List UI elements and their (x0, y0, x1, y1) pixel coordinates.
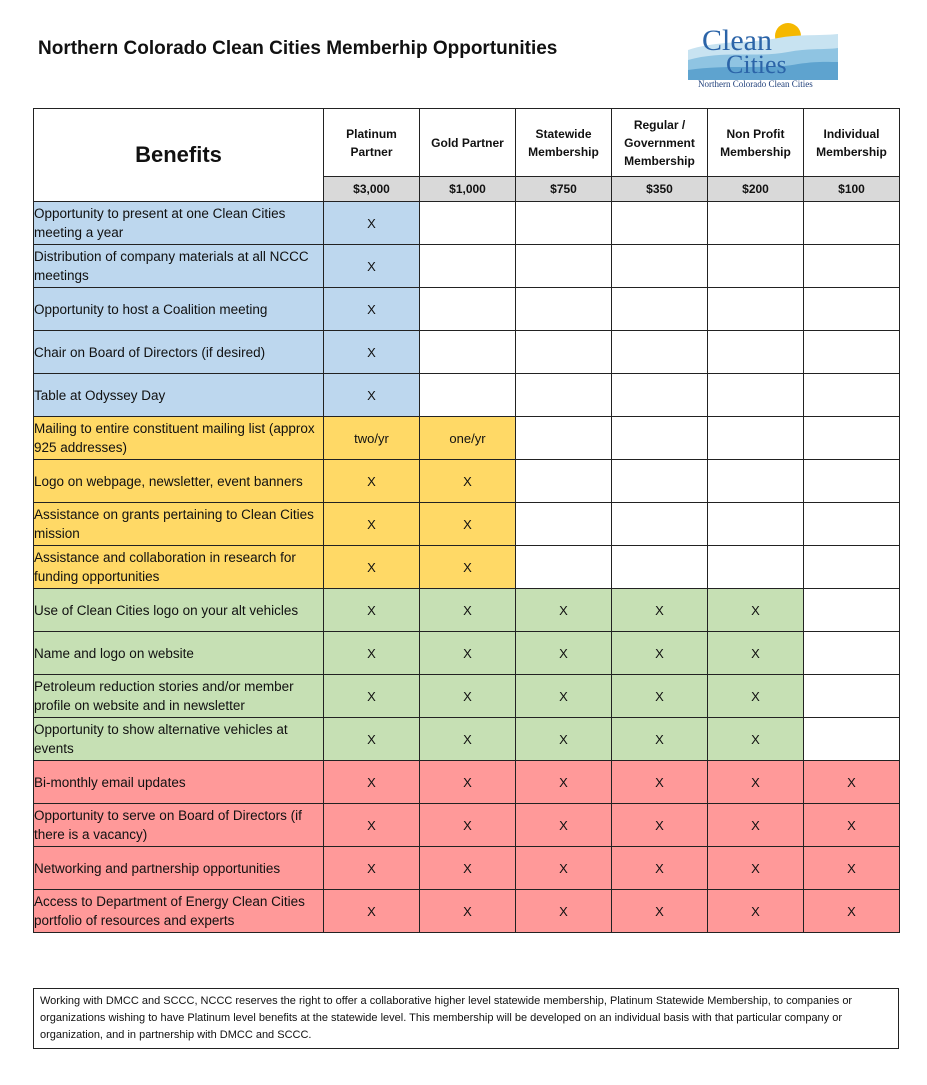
benefit-cell: X (324, 245, 420, 288)
benefit-cell: X (516, 589, 612, 632)
benefit-cell: X (708, 589, 804, 632)
benefit-label: Chair on Board of Directors (if desired) (34, 331, 324, 374)
benefit-cell (708, 245, 804, 288)
benefit-cell (516, 245, 612, 288)
price-cell: $750 (516, 177, 612, 202)
benefit-cell: X (516, 847, 612, 890)
benefit-cell: X (708, 718, 804, 761)
benefit-label: Distribution of company materials at all NCCC meetings (34, 245, 324, 288)
table-row (34, 761, 900, 804)
benefit-cell: X (420, 847, 516, 890)
benefit-cell: two/yr (324, 417, 420, 460)
benefit-cell (708, 202, 804, 245)
benefit-label: Logo on webpage, newsletter, event banners (34, 460, 324, 503)
benefits-heading: Benefits (34, 109, 324, 202)
benefit-cell: X (516, 718, 612, 761)
table-row (34, 374, 900, 417)
benefit-cell (516, 374, 612, 417)
page-title: Northern Colorado Clean Cities Memberhip Opportunities (38, 38, 558, 59)
benefit-cell (804, 675, 900, 718)
benefit-rows (34, 202, 900, 933)
benefit-cell: X (420, 503, 516, 546)
column-header (708, 109, 804, 177)
benefit-label: Table at Odyssey Day (34, 374, 324, 417)
benefit-cell (708, 503, 804, 546)
benefit-label: Petroleum reduction stories and/or member profile on website and in newsletter (34, 675, 324, 718)
column-header-line: Platinum (346, 126, 397, 141)
benefit-cell (804, 503, 900, 546)
column-header-line: Statewide (535, 126, 592, 141)
benefit-cell: X (708, 804, 804, 847)
column-header-line: Gold Partner (431, 135, 504, 150)
column-header-line: Membership (528, 144, 599, 159)
price-cell: $200 (708, 177, 804, 202)
benefit-cell (708, 288, 804, 331)
benefit-cell: X (420, 632, 516, 675)
benefit-cell: X (324, 589, 420, 632)
benefit-cell (420, 245, 516, 288)
table-row (34, 589, 900, 632)
benefit-label: Opportunity to show alternative vehicles at events (34, 718, 324, 761)
benefit-cell (804, 331, 900, 374)
logo-word-cities: Cities (726, 50, 787, 79)
benefit-cell (708, 460, 804, 503)
table-row (34, 890, 900, 933)
column-header-line: Membership (720, 144, 791, 159)
benefit-label: Opportunity to present at one Clean Cities meeting a year (34, 202, 324, 245)
table-row (34, 804, 900, 847)
benefit-cell: X (420, 546, 516, 589)
table-row (34, 202, 900, 245)
benefit-label: Access to Department of Energy Clean Cities portfolio of resources and experts (34, 890, 324, 933)
benefit-label: Assistance on grants pertaining to Clean Cities mission (34, 503, 324, 546)
table-row (34, 675, 900, 718)
benefit-cell (516, 331, 612, 374)
benefit-cell (420, 202, 516, 245)
benefit-cell (612, 546, 708, 589)
benefit-cell (612, 288, 708, 331)
benefit-cell: X (804, 804, 900, 847)
column-header (612, 109, 708, 177)
benefit-cell: X (804, 847, 900, 890)
benefit-cell (804, 589, 900, 632)
benefit-cell: X (804, 890, 900, 933)
price-cell: $350 (612, 177, 708, 202)
benefit-cell (516, 460, 612, 503)
logo-word-clean: Clean (702, 24, 772, 57)
benefit-label: Networking and partnership opportunities (34, 847, 324, 890)
benefit-cell: X (324, 804, 420, 847)
benefit-cell: X (420, 460, 516, 503)
benefit-cell: X (420, 718, 516, 761)
benefit-cell (516, 417, 612, 460)
column-header (420, 109, 516, 177)
benefit-cell: X (708, 675, 804, 718)
benefit-cell: X (420, 675, 516, 718)
benefit-cell: X (516, 890, 612, 933)
column-header-line: Non Profit (726, 126, 785, 141)
benefit-cell: X (612, 675, 708, 718)
benefit-cell: X (612, 804, 708, 847)
benefit-cell: X (516, 675, 612, 718)
column-header-line: Individual (823, 126, 880, 141)
benefit-cell (420, 331, 516, 374)
benefit-cell: X (324, 503, 420, 546)
benefit-cell: X (612, 761, 708, 804)
benefit-cell: X (324, 460, 420, 503)
benefit-cell (708, 546, 804, 589)
benefit-cell (804, 546, 900, 589)
table-row (34, 460, 900, 503)
benefit-label: Use of Clean Cities logo on your alt vehicles (34, 589, 324, 632)
benefit-cell (804, 288, 900, 331)
table-row (34, 546, 900, 589)
benefit-cell (420, 288, 516, 331)
benefit-cell (804, 417, 900, 460)
benefit-cell: X (324, 761, 420, 804)
benefit-cell: X (324, 331, 420, 374)
price-cell: $100 (804, 177, 900, 202)
benefit-cell (516, 288, 612, 331)
benefit-cell: X (708, 847, 804, 890)
benefit-cell: X (420, 761, 516, 804)
benefit-cell: X (324, 847, 420, 890)
benefit-label: Bi-monthly email updates (34, 761, 324, 804)
benefit-cell (612, 374, 708, 417)
column-header-line: Partner (350, 144, 393, 159)
benefit-label: Mailing to entire constituent mailing list (approx 925 addresses) (34, 417, 324, 460)
benefit-label: Name and logo on website (34, 632, 324, 675)
benefit-cell (804, 632, 900, 675)
benefit-cell (516, 546, 612, 589)
benefit-label: Opportunity to host a Coalition meeting (34, 288, 324, 331)
benefit-cell (804, 374, 900, 417)
benefit-cell (804, 202, 900, 245)
benefit-cell: X (516, 804, 612, 847)
benefit-cell: X (804, 761, 900, 804)
benefit-cell: X (708, 761, 804, 804)
logo-subtitle: Northern Colorado Clean Cities (698, 79, 813, 89)
benefit-cell: X (612, 847, 708, 890)
benefit-cell: X (324, 890, 420, 933)
benefit-cell: X (324, 718, 420, 761)
table-row (34, 331, 900, 374)
membership-benefits-table (33, 108, 900, 933)
benefit-cell: X (612, 718, 708, 761)
benefit-cell (612, 331, 708, 374)
benefit-label: Opportunity to serve on Board of Directors (if there is a vacancy) (34, 804, 324, 847)
benefit-cell: X (420, 804, 516, 847)
table-row (34, 245, 900, 288)
column-header (804, 109, 900, 177)
benefit-cell (804, 460, 900, 503)
footnote: Working with DMCC and SCCC, NCCC reserves the right to offer a collaborative higher level statewide membership, Platinum Statewide Membership, to companies or organizations wishing to have Platinum level benefits at the statewide level. This membership will be developed on an individual basis with that particular company or organization, and in partnership with DMCC and SCCC. (33, 988, 899, 1049)
benefit-cell: X (420, 589, 516, 632)
benefit-cell: one/yr (420, 417, 516, 460)
column-header (324, 109, 420, 177)
benefit-cell: X (516, 761, 612, 804)
table-row (34, 503, 900, 546)
benefit-cell: X (708, 890, 804, 933)
benefit-cell: X (324, 202, 420, 245)
benefit-cell (612, 245, 708, 288)
benefit-label: Assistance and collaboration in research for funding opportunities (34, 546, 324, 589)
benefit-cell: X (420, 890, 516, 933)
price-cell: $1,000 (420, 177, 516, 202)
benefit-cell: X (324, 374, 420, 417)
benefit-cell: X (708, 632, 804, 675)
benefit-cell: X (324, 632, 420, 675)
table-row (34, 718, 900, 761)
column-header-line: Membership (624, 153, 695, 168)
benefit-cell (708, 331, 804, 374)
benefit-cell: X (324, 288, 420, 331)
benefit-cell: X (324, 675, 420, 718)
benefit-cell (516, 202, 612, 245)
benefit-cell: X (612, 589, 708, 632)
benefit-cell (420, 374, 516, 417)
benefit-cell (708, 417, 804, 460)
price-cell: $3,000 (324, 177, 420, 202)
benefit-cell: X (516, 632, 612, 675)
clean-cities-logo (688, 14, 838, 94)
table-row (34, 288, 900, 331)
column-header-line: Government (624, 135, 695, 150)
benefit-cell: X (324, 546, 420, 589)
benefit-cell (804, 718, 900, 761)
column-header-line: Regular / (633, 117, 686, 132)
table-row (34, 632, 900, 675)
benefit-cell (804, 245, 900, 288)
table-row (34, 847, 900, 890)
benefit-cell: X (612, 632, 708, 675)
column-header (516, 109, 612, 177)
benefit-cell: X (612, 890, 708, 933)
benefit-cell (612, 417, 708, 460)
benefit-cell (708, 374, 804, 417)
column-header-row (34, 109, 900, 177)
benefit-cell (612, 460, 708, 503)
benefit-cell (612, 202, 708, 245)
benefit-cell (516, 503, 612, 546)
column-header-line: Membership (816, 144, 887, 159)
table-row (34, 417, 900, 460)
benefit-cell (612, 503, 708, 546)
